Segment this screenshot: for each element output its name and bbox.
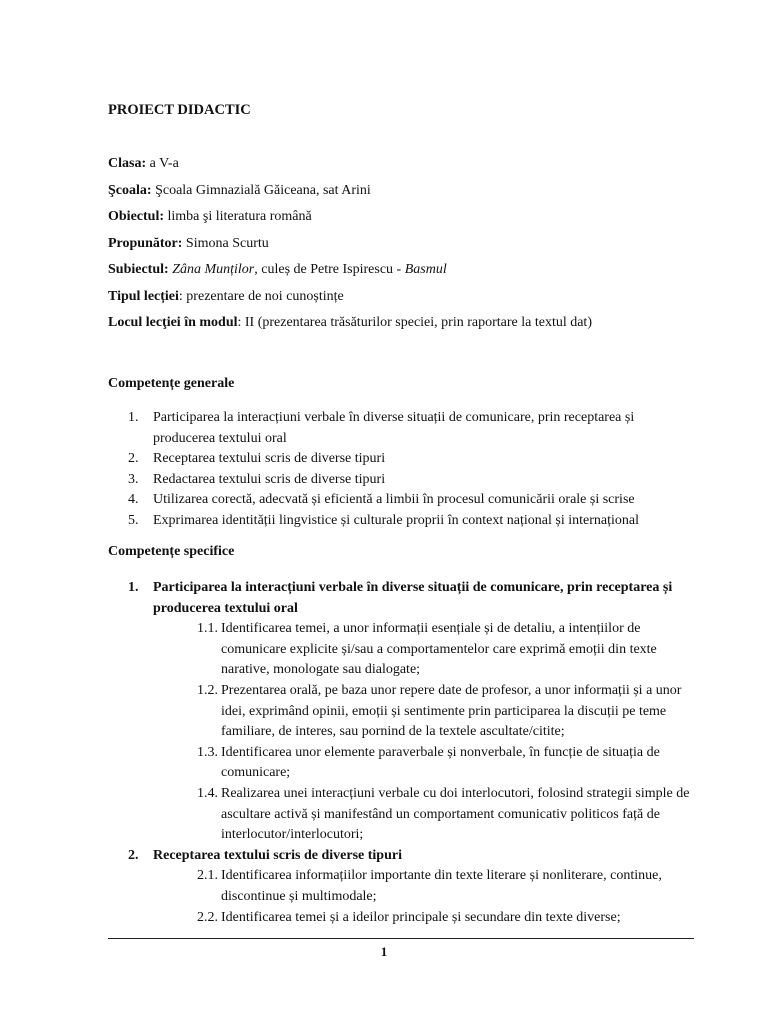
meta-value: Simona Scurtu: [182, 235, 269, 251]
meta-topic: [108, 260, 592, 287]
general-competences-heading: Competențe generale: [108, 376, 235, 391]
list-item: [128, 511, 688, 532]
meta-label: Tipul lecției: [108, 288, 179, 304]
item-number: 2.1.: [197, 868, 218, 884]
meta-subject-area: [108, 207, 592, 234]
group-number: 1.: [128, 580, 139, 595]
item-number: 2.: [128, 451, 139, 466]
meta-label: Şcoala:: [108, 182, 152, 198]
meta-label: Clasa:: [108, 156, 147, 171]
meta-value: Şcoala Gimnazială Găiceana, sat Arini: [151, 182, 371, 198]
item-text: Prezentarea orală, pe baza unor repere date de profesor, a unor informații și a unor idei, exprimând opinii, emoții și sentimente prin participarea la discuții pe teme familiare, de interes, sau pornind de la textele ascultate/citite;: [221, 682, 682, 740]
item-text: Utilizarea corectă, adecvată și eficientă a limbii în procesul comunicării orale și scrise: [153, 492, 635, 507]
meta-lesson-type: [108, 287, 592, 314]
meta-value: , culeș de Petre Ispirescu -: [254, 262, 405, 277]
item-number: 2.2.: [197, 909, 218, 925]
item-number: 1.: [128, 410, 139, 425]
list-item: [128, 490, 688, 511]
lesson-meta: [108, 154, 592, 340]
meta-class: [108, 154, 592, 181]
group-text: Participarea la interacțiuni verbale în diverse situații de comunicare, prin receptarea și producerea textului oral: [153, 580, 673, 616]
meta-value: limba şi literatura română: [164, 209, 312, 224]
item-text: Identificarea unor elemente paraverbale și nonverbale, în funcție de situația de comunicare;: [221, 744, 660, 781]
list-item: [197, 619, 698, 681]
specific-sublist: [128, 866, 698, 928]
group-number: 2.: [128, 847, 139, 863]
list-item: [197, 743, 698, 784]
item-text: Receptarea textului scris de diverse tipuri: [153, 451, 386, 466]
specific-competences-heading: Competențe specifice: [108, 544, 235, 559]
meta-label: Subiectul:: [108, 262, 169, 277]
competence-group: [128, 846, 698, 867]
page-number: 1: [380, 944, 388, 959]
list-item: [197, 784, 698, 846]
footer-divider: [108, 938, 694, 939]
item-text: Participarea la interacțiuni verbale în diverse situații de comunicare, prin receptarea și producerea textului oral: [153, 410, 635, 446]
meta-label: Locul lecţiei în modul: [108, 315, 238, 330]
list-item: [197, 908, 698, 929]
list-item: [197, 866, 698, 907]
item-text: Redactarea textului scris de diverse tipuri: [153, 471, 386, 487]
item-text: Identificarea temei și a ideilor principale și secundare din texte diverse;: [221, 909, 621, 925]
item-number: 1.4.: [197, 785, 218, 801]
meta-value-italic: Basmul: [404, 262, 447, 277]
specific-competences: [128, 578, 698, 928]
meta-label: Obiectul:: [108, 209, 164, 224]
item-text: Exprimarea identității lingvistice și culturale proprii în context național și internațional: [153, 512, 639, 528]
competence-group: [128, 578, 698, 619]
group-text: Receptarea textului scris de diverse tipuri: [153, 847, 402, 863]
meta-value: a V-a: [146, 156, 179, 171]
meta-value-italic: Zâna Munților: [172, 262, 255, 277]
item-text: Identificarea informațiilor importante din texte literare și nonliterare, continue, discontinue și multimodale;: [221, 868, 662, 904]
item-number: 1.2.: [197, 682, 218, 698]
list-item: [197, 681, 698, 743]
specific-sublist: [128, 619, 698, 846]
item-number: 4.: [128, 492, 139, 507]
list-item: [128, 408, 688, 449]
meta-lesson-place: [108, 313, 592, 340]
general-competences-list: [128, 408, 688, 531]
document-title: PROIECT DIDACTIC: [108, 102, 251, 118]
item-text: Realizarea unei interacțiuni verbale cu doi interlocutori, folosind strategii simple de ascultare activă și manifestând un comportament comunicativ politicos față de interlocutor/interlocutori;: [221, 785, 690, 843]
meta-value: : prezentare de noi cunoștințe: [178, 288, 344, 304]
list-item: [128, 470, 688, 491]
item-number: 5.: [128, 512, 139, 528]
item-text: Identificarea temei, a unor informații esențiale și de detaliu, a intențiilor de comunicare explicite și/sau a comportamentelor care exprimă emoții din texte narative, monologate sau dialogate;: [221, 621, 657, 678]
item-number: 1.1.: [197, 621, 218, 637]
list-item: [128, 449, 688, 470]
item-number: 1.3.: [197, 744, 218, 760]
meta-school: [108, 181, 592, 208]
meta-author: [108, 234, 592, 261]
meta-label: Propunător:: [108, 235, 183, 251]
item-number: 3.: [128, 471, 139, 487]
meta-value: : II (prezentarea trăsăturilor speciei, prin raportare la textul dat): [237, 315, 592, 330]
